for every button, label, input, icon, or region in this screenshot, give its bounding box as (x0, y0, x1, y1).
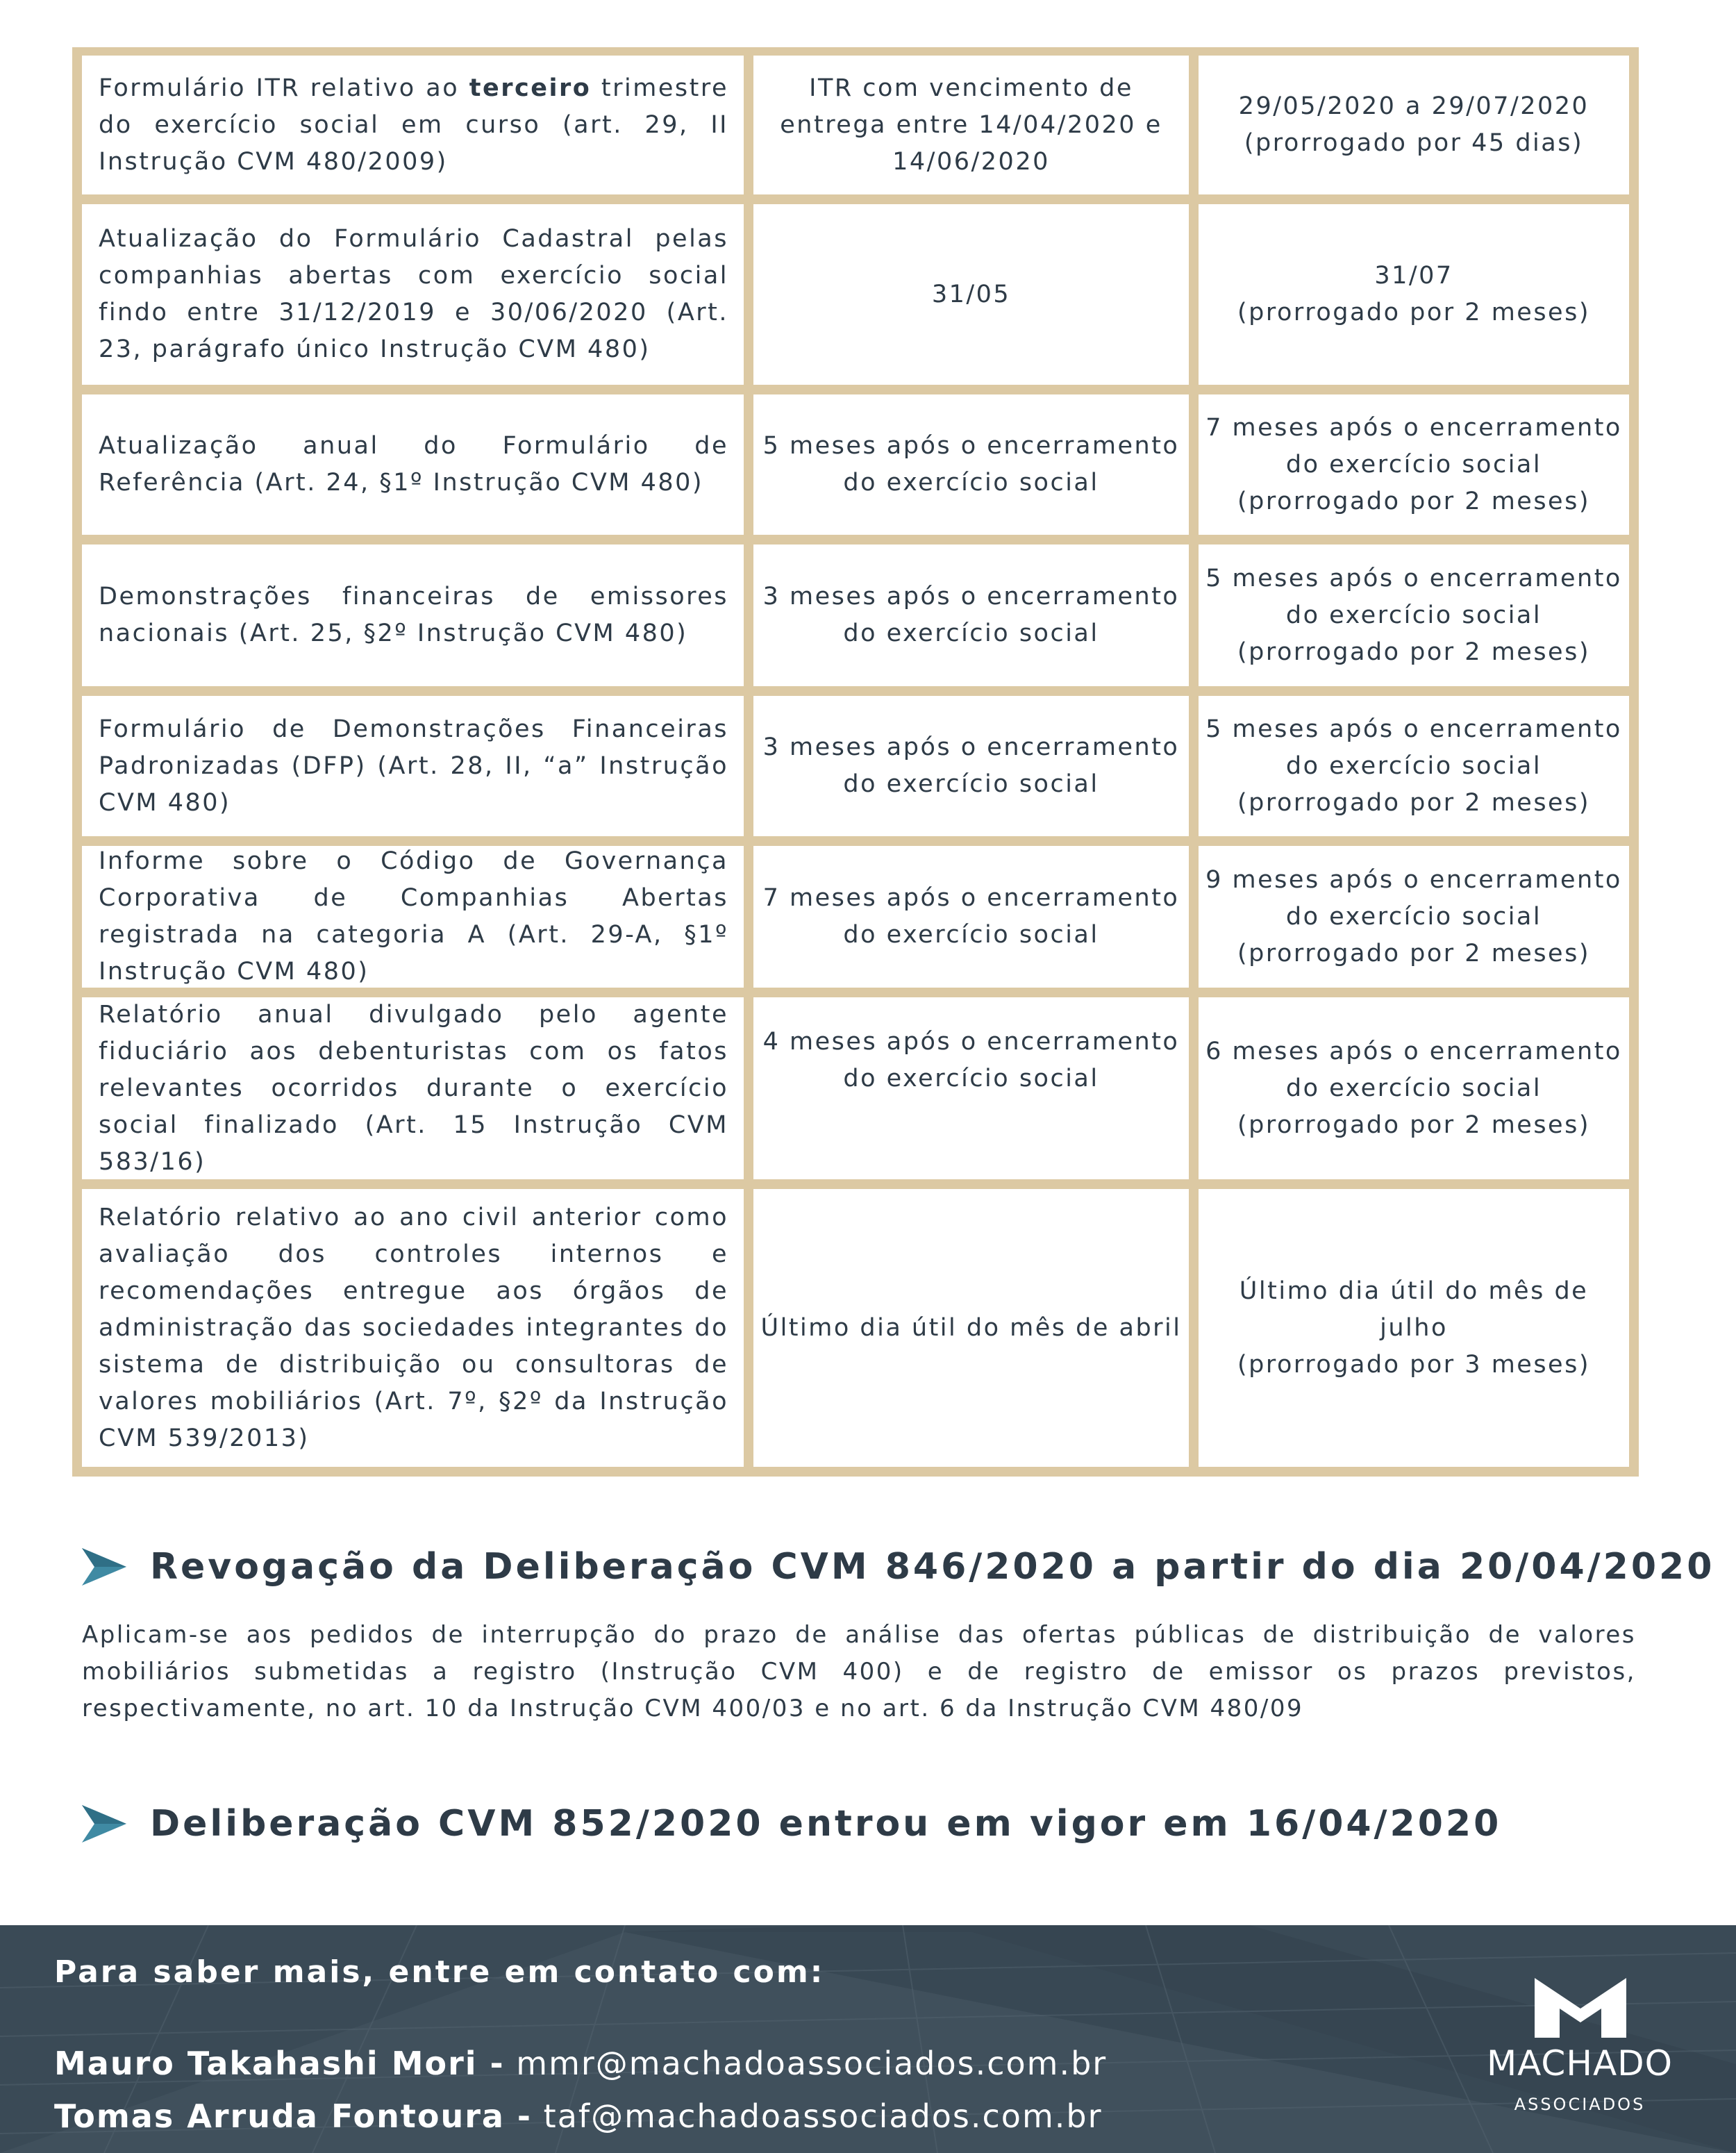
cell-text: Atualização do Formulário Cadastral pelas companhias abertas com exercício social findo entre 31/12/2019 e 30/06/2020 (Art. 23, parágrafo único Instrução CVM 480) (99, 225, 728, 363)
contact-line (54, 2097, 1102, 2135)
table-cell-instrument (82, 846, 744, 988)
table-cell-instrument (82, 545, 744, 686)
table-cell-original-deadline: 5 meses após o encerramento do exercício social (753, 394, 1189, 535)
table-cell-original-deadline: ITR com vencimento de entrega entre 14/04/2020 e 14/06/2020 (753, 56, 1189, 194)
table-cell-original-deadline: 3 meses após o encerramento do exercício social (753, 545, 1189, 686)
contact-name: Mauro Takahashi Mori - (54, 2045, 505, 2082)
table-cell-new-deadline: 9 meses após o encerramento do exercício social (prorrogado por 2 meses) (1199, 846, 1629, 988)
table-cell-original-deadline: 7 meses após o encerramento do exercício social (753, 846, 1189, 988)
table-cell-new-deadline: 29/05/2020 a 29/07/2020 (prorrogado por 45 dias) (1199, 56, 1629, 194)
table-cell-new-deadline: 5 meses após o encerramento do exercício social (prorrogado por 2 meses) (1199, 545, 1629, 686)
cell-text: Demonstrações financeiras de emissores nacionais (Art. 25, §2º Instrução CVM 480) (99, 583, 728, 647)
machado-logo (1479, 1978, 1680, 2124)
cell-text: Atualização anual do Formulário de Referência (Art. 24, §1º Instrução CVM 480) (99, 432, 728, 497)
chevron-arrow-icon (82, 1548, 126, 1586)
contact-name: Tomas Arruda Fontoura - (54, 2097, 533, 2135)
contact-email-link[interactable]: taf@machadoassociados.com.br (543, 2097, 1103, 2135)
cell-text: Relatório anual divulgado pelo agente fiduciário aos debenturistas com os fatos relevantes ocorridos durante o exercício social finalizado (Art. 15 Instrução CVM 583/16) (99, 1000, 728, 1176)
machado-logo-mark (1535, 1978, 1626, 2038)
section-heading (82, 1539, 1714, 1595)
table-cell-new-deadline: 7 meses após o encerramento do exercício social (prorrogado por 2 meses) (1199, 394, 1629, 535)
cell-text: trimestre do exercício social em curso (art. 29, II Instrução CVM 480/2009) (99, 74, 728, 176)
section-heading-text: Revogação da Deliberação CVM 846/2020 a partir do dia 20/04/2020 (150, 1546, 1715, 1588)
contact-email-link[interactable]: mmr@machadoassociados.com.br (516, 2045, 1108, 2082)
table-cell-instrument (82, 696, 744, 836)
contact-footer (0, 1925, 1736, 2153)
section-body: Aplicam-se aos pedidos de interrupção do prazo de análise das ofertas públicas de distribuição de valores mobiliários submetidas a registro (Instrução CVM 400) e de registro de emissor os prazos previstos, respectivamente, no art. 10 da Instrução CVM 400/03 e no art. 6 da Instrução CVM 480/09 (82, 1621, 1636, 1722)
table-cell-new-deadline: 31/07 (prorrogado por 2 meses) (1199, 204, 1629, 385)
table-cell-instrument (82, 1189, 744, 1467)
cell-text: Relatório relativo ao ano civil anterior como avaliação dos controles internos e recomendações entregue aos órgãos de administração das sociedades integrantes do sistema de distribuição ou consultoras de valores mobiliários (Art. 7º, §2º da Instrução CVM 539/2013) (99, 1203, 728, 1452)
table-cell-new-deadline: 5 meses após o encerramento do exercício social (prorrogado por 2 meses) (1199, 696, 1629, 836)
chevron-arrow-icon (82, 1805, 126, 1843)
table-cell-original-deadline: Último dia útil do mês de abril (753, 1189, 1189, 1467)
table-cell-original-deadline: 3 meses após o encerramento do exercício social (753, 696, 1189, 836)
table-cell-original-deadline: 4 meses após o encerramento do exercício social (753, 997, 1189, 1179)
cell-text: Formulário de Demonstrações Financeiras Padronizadas (DFP) (Art. 28, II, “a” Instrução CVM 480) (99, 715, 728, 817)
deadlines-table (72, 47, 1639, 1477)
section-heading (82, 1796, 1501, 1852)
table-cell-original-deadline: 31/05 (753, 204, 1189, 385)
cell-text: Informe sobre o Código de Governança Corporativa de Companhias Abertas registrada na categoria A (Art. 29-A, §1º Instrução CVM 480) (99, 847, 728, 986)
cell-text: Formulário ITR relativo ao (99, 74, 469, 102)
logo-brand: MACHADO (1486, 2043, 1674, 2084)
table-cell-new-deadline: 6 meses após o encerramento do exercício social (prorrogado por 2 meses) (1199, 997, 1629, 1179)
contact-label: Para saber mais, entre em contato com: (54, 1954, 825, 1990)
table-cell-instrument (82, 394, 744, 535)
table-cell-instrument (82, 56, 744, 194)
table-cell-instrument (82, 997, 744, 1179)
table-cell-instrument (82, 204, 744, 385)
section-heading-text: Deliberação CVM 852/2020 entrou em vigor em 16/04/2020 (150, 1803, 1502, 1845)
table-cell-new-deadline: Último dia útil do mês de julho (prorrogado por 3 meses) (1199, 1189, 1629, 1467)
cell-text-bold: terceiro (469, 74, 592, 102)
contact-line (54, 2045, 1107, 2082)
logo-subtitle: ASSOCIADOS (1514, 2095, 1646, 2114)
